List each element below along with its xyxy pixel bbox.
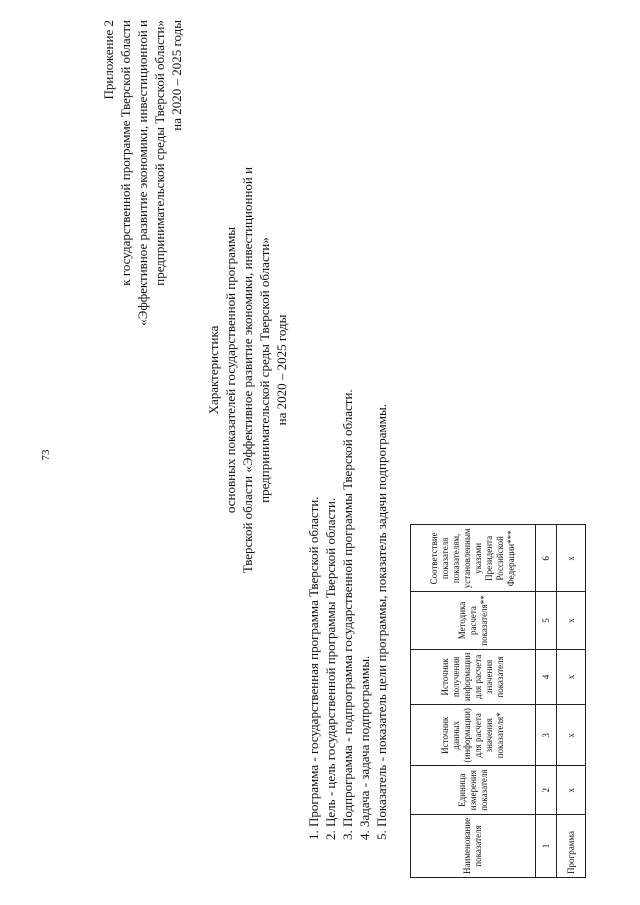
- appendix-line: на 2020 – 2025 годы: [169, 20, 184, 131]
- header-cell: Наименование показателя: [411, 814, 536, 877]
- header-cell: Соответствие показателя показателям, установленным указами Президента Российской Федерации***: [411, 525, 536, 592]
- header-cell: Единица измерения показателя: [411, 766, 536, 814]
- column-number: 5: [536, 592, 557, 649]
- definition-item: 3. Подпрограмма - подпрограмма государственной программы Тверской области.: [340, 389, 355, 840]
- header-cell: Источник получения информации для расчета значения показателя: [411, 649, 536, 704]
- table-row: [557, 525, 586, 878]
- appendix-line: к государственной программе Тверской области: [118, 20, 133, 286]
- appendix-line: «Эффективное развитие экономики, инвестиционной и: [135, 20, 150, 326]
- heading-line: на 2020 – 2025 годы: [274, 314, 289, 426]
- table-number-row: [536, 525, 557, 878]
- heading-line: Тверской области «Эффективное развитие экономики, инвестиционной и: [240, 166, 255, 574]
- table-cell: x: [557, 592, 586, 649]
- appendix-block: [100, 20, 185, 460]
- definitions-list: [305, 220, 390, 840]
- table-cell: x: [557, 705, 586, 766]
- column-number: 1: [536, 814, 557, 877]
- heading-line: основных показателей государственной программы: [223, 226, 238, 514]
- table-cell: x: [557, 649, 586, 704]
- column-number: 6: [536, 525, 557, 592]
- definition-item: 1. Программа - государственная программа Тверской области.: [306, 496, 321, 840]
- column-number: 3: [536, 705, 557, 766]
- definition-item: 2. Цель - цель государственной программы Тверской области.: [323, 497, 338, 840]
- header-cell: Источник данных (информации) для расчета значения показателя*: [411, 705, 536, 766]
- page-number: 73: [40, 449, 52, 461]
- indicators-table: [410, 524, 586, 878]
- column-number: 4: [536, 649, 557, 704]
- table-cell: x: [557, 525, 586, 592]
- heading-line: предпринимательской среды Тверской области»: [257, 237, 272, 503]
- table-cell: Программа: [557, 814, 586, 877]
- definition-item: 4. Задача - задача подпрограммы.: [357, 655, 372, 840]
- document-heading: [205, 90, 290, 650]
- table-cell: x: [557, 766, 586, 814]
- header-cell: Методика расчета показателя**: [411, 592, 536, 649]
- indicators-table-wrap: [410, 524, 586, 878]
- table-header-row: [411, 525, 536, 878]
- column-number: 2: [536, 766, 557, 814]
- appendix-line: Приложение 2: [101, 20, 116, 100]
- heading-line: Характеристика: [206, 325, 221, 415]
- definition-item: 5. Показатель - показатель цели программы, показатель задачи подпрограммы.: [374, 404, 389, 840]
- appendix-line: предпринимательской среды Тверской области»: [152, 20, 167, 286]
